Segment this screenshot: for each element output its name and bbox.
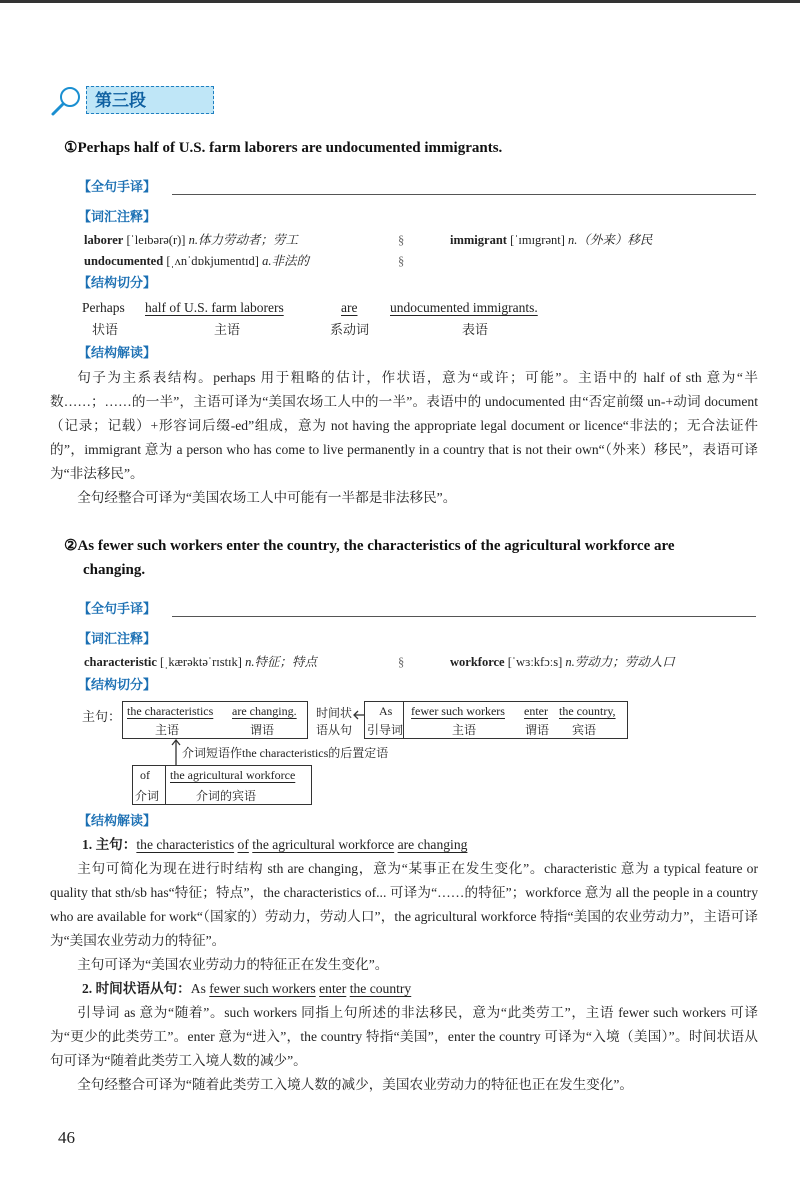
top-rule (0, 0, 800, 3)
split-part: are (341, 300, 358, 315)
vocab-divider-icon: § (398, 233, 405, 247)
diagram-clause-part: enter (524, 704, 548, 718)
s2-label-translate: 【全句手译】 (78, 602, 157, 617)
s2-label-vocab: 【词汇注释】 (78, 632, 157, 647)
diagram-pp-role: 介词 (135, 789, 160, 803)
split-role: 状语 (92, 322, 119, 337)
magnifier-icon (50, 84, 84, 118)
diagram-main-part: the characteristics (127, 704, 214, 718)
split-role: 表语 (462, 322, 489, 337)
arrow-up-icon (170, 738, 182, 766)
vocab-laborer: laborer [ˈleɪbərə(r)] n.体力劳动者；劳工 (84, 233, 298, 247)
vocab-characteristic: characteristic [ˌkærəktəˈrɪstɪk] n.特征；特点 (84, 655, 317, 669)
diagram-pp-part: of (140, 768, 150, 782)
s1-translation: 全句经整合可译为“美国农场工人中可能有一半都是非法移民”。 (77, 490, 457, 505)
diagram-modifier-note: 介词短语作the characteristics的后置定语 (182, 746, 389, 760)
s2-label-split: 【结构切分】 (78, 678, 157, 693)
final-translation: 全句经整合可译为“随着此类劳工入境人数的减少，美国农业劳动力的特征也正在发生变化”。 (77, 1077, 634, 1092)
vocab-workforce: workforce [ˈwɜːkfɔːs] n.劳动力；劳动人口 (450, 655, 675, 669)
diagram-time-label: 语从句 (316, 723, 353, 737)
diagram-clause-role: 谓语 (525, 723, 550, 737)
diagram-pp-part: the agricultural workforce (170, 768, 296, 782)
split-part: Perhaps (82, 300, 125, 315)
diagram-main-part: are changing. (232, 704, 297, 718)
diagram-clause-role: 主语 (452, 723, 477, 737)
diagram-main-role: 主语 (155, 723, 180, 737)
diagram-time-label: 时间状 (316, 706, 353, 720)
analysis-1-heading: 1. 主句：the characteristics of the agricultural workforce are changing (82, 837, 468, 852)
analysis-2-heading: 2. 时间状语从句：As fewer such workers enter the country (82, 981, 412, 996)
analysis-1-translation: 主句可译为“美国农业劳动力的特征正在发生变化”。 (77, 957, 389, 972)
section-title: 第三段 (86, 86, 214, 114)
sentence-2-line1: ②As fewer such workers enter the country, the characteristics of the agricultural workforce are (64, 538, 675, 554)
diagram-main-role: 谓语 (250, 723, 275, 737)
analysis-1-paragraph: 主句可简化为现在进行时结构 sth are changing，意为“某事正在发生变化”。characteristic 意为 a typical feature or quality that sth/sb has“特征；特点”，the characteristics of... 可译为“……的特征”；workforce 意为 all the people in a country who are available for work“（国家的）劳动力，劳动人口”，the agricultural workforce 特指“美国的农业劳动力”，主语可译为“美国农业劳动力的特征”。 (50, 861, 758, 948)
s2-answer-line[interactable] (172, 616, 756, 617)
analysis-2-paragraph: 引导词 as 意为“随着”。such workers 同指上句所述的非法移民，意为“此类劳工”，主语 fewer such workers 可译为“更少的此类劳工”。enter 意为“进入”，the country 特指“美国”，enter the country 可译为“入境（美国）”。时间状语从句可译为“随着此类劳工入境人数的减少”。 (50, 1005, 758, 1068)
s1-label-translate: 【全句手译】 (78, 180, 157, 195)
sentence-2-line2: changing. (83, 562, 146, 578)
page-number: 46 (58, 1128, 75, 1147)
diagram-main-label: 主句： (82, 709, 122, 724)
s1-analysis-paragraph: 句子为主系表结构。perhaps 用于粗略的估计，作状语，意为“或许；可能”。主语中的 half of sth 意为“半数……；……的一半”，主语可译为“美国农场工人中的一半”。表语中的 undocumented 由“否定前缀 un-+动词 document（记录；记载）+形容词后缀-ed”组成，意为 not having the appropriate legal document or licence“非法的；无合法证件的”，immigrant 意为 a person who has come to live permanently in a country that is not their own“（外来）移民”，表语可译为“非法移民”。 (50, 370, 758, 481)
sentence-1: ①Perhaps half of U.S. farm laborers are undocumented immigrants. (64, 140, 503, 156)
vocab-undocumented: undocumented [ˌʌnˈdɒkjumentɪd] a.非法的 (84, 254, 309, 268)
split-role: 系动词 (330, 322, 370, 337)
split-role: 主语 (214, 322, 241, 337)
diagram-pp-role: 介词的宾语 (196, 789, 257, 803)
s1-label-analysis: 【结构解读】 (78, 346, 157, 361)
vocab-divider-icon: § (398, 655, 405, 669)
diagram-clause-role: 引导词 (367, 723, 404, 737)
s1-label-split: 【结构切分】 (78, 276, 157, 291)
s1-label-vocab: 【词汇注释】 (78, 210, 157, 225)
diagram-clause-part: fewer such workers (411, 704, 505, 718)
diagram-clause-part: As (379, 704, 393, 718)
vocab-immigrant: immigrant [ˈɪmɪgrənt] n.（外来）移民 (450, 233, 653, 247)
split-part: undocumented immigrants. (390, 300, 538, 315)
diagram-clause-role: 宾语 (572, 723, 597, 737)
split-part: half of U.S. farm laborers (145, 300, 284, 315)
diagram-clause-part: the country, (559, 704, 616, 718)
s1-answer-line[interactable] (172, 194, 756, 195)
s2-label-analysis: 【结构解读】 (78, 814, 157, 829)
vocab-divider-icon: § (398, 254, 405, 268)
